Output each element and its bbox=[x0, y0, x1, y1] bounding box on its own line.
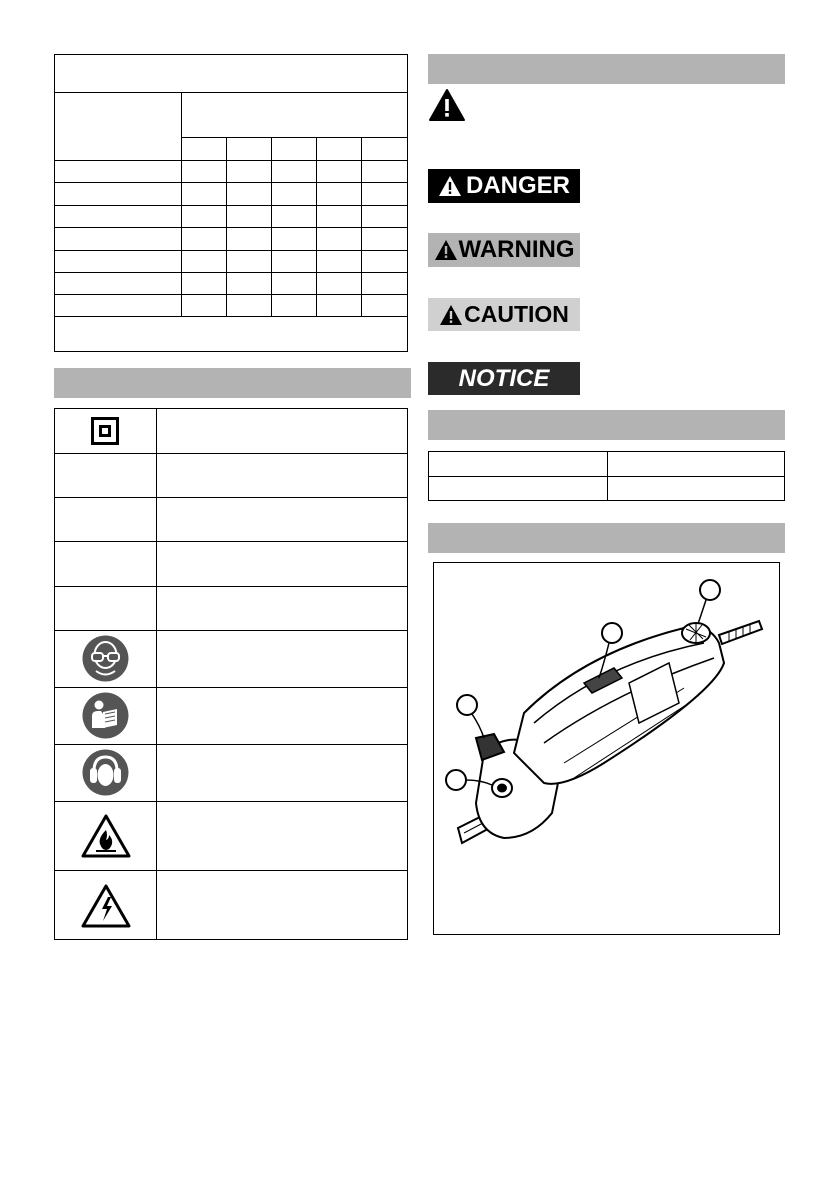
components-section-header bbox=[428, 523, 785, 553]
caution-badge bbox=[428, 298, 580, 331]
safety-alert-icon bbox=[428, 88, 466, 122]
hearing-protection-icon bbox=[82, 749, 129, 796]
notice-badge bbox=[428, 362, 580, 395]
danger-alert-icon bbox=[438, 175, 462, 197]
double-insulated-square-icon bbox=[91, 417, 119, 445]
safety-section-header bbox=[428, 54, 785, 84]
callout-2 bbox=[457, 695, 484, 738]
electric-shock-icon bbox=[80, 883, 132, 929]
callout-4 bbox=[698, 580, 720, 624]
specifications-section-header bbox=[428, 410, 785, 440]
warning-label: WARNING bbox=[458, 236, 575, 263]
caution-alert-icon bbox=[439, 304, 463, 326]
eye-protection-icon bbox=[82, 635, 129, 682]
notice-label: NOTICE bbox=[458, 364, 550, 392]
danger-badge bbox=[428, 169, 580, 203]
fire-hazard-icon bbox=[80, 813, 132, 859]
symbols-section-header bbox=[54, 368, 411, 398]
specifications-table bbox=[428, 451, 785, 501]
symbols-table bbox=[54, 408, 408, 940]
read-manual-icon bbox=[82, 692, 129, 739]
oscillating-multi-tool-drawing bbox=[434, 563, 779, 934]
danger-label: DANGER bbox=[465, 172, 570, 199]
warning-alert-icon bbox=[434, 239, 458, 261]
extension-cord-table bbox=[54, 54, 408, 352]
tool-illustration-box bbox=[433, 562, 780, 935]
caution-label: CAUTION bbox=[464, 301, 569, 327]
warning-badge bbox=[428, 233, 580, 267]
